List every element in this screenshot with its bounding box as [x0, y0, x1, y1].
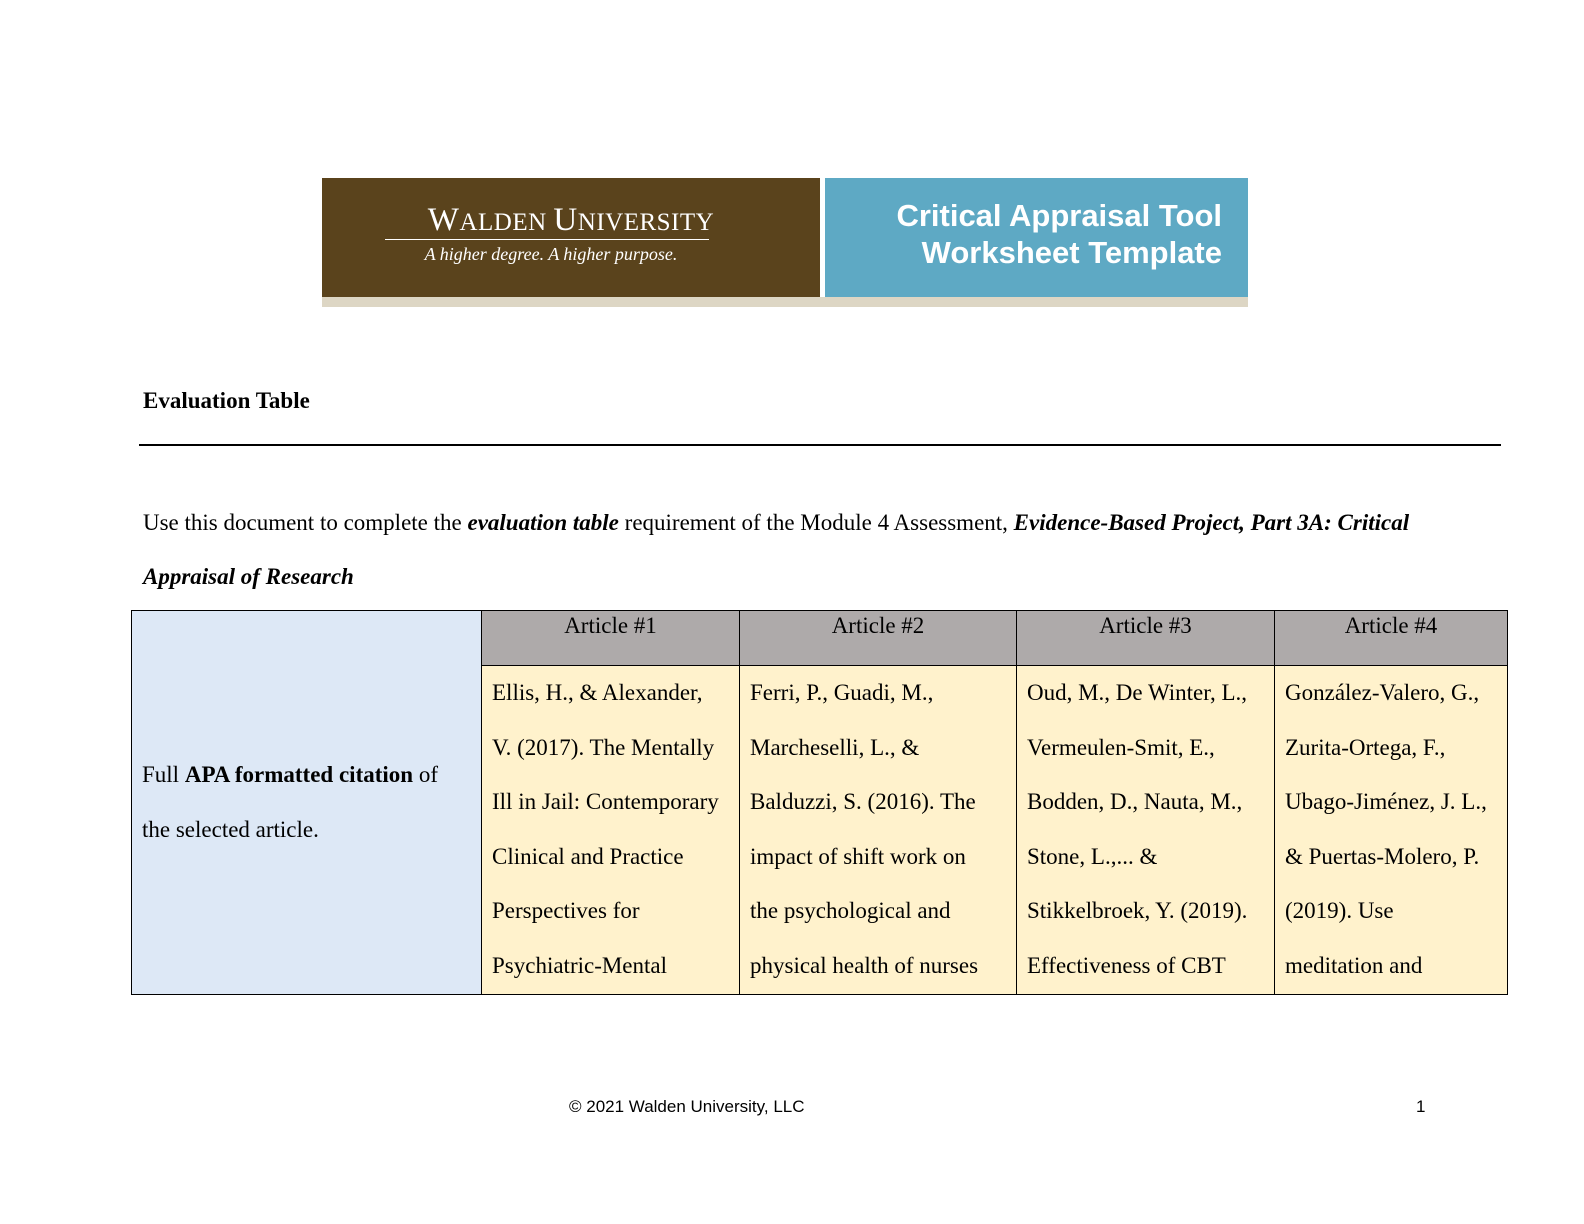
- tool-title-block: [825, 178, 1248, 297]
- citation-line: Stone, L.,... &: [1027, 843, 1158, 869]
- article-3-header: Article #3: [1017, 611, 1275, 666]
- citation-line: Ubago-Jiménez, J. L.,: [1285, 789, 1487, 815]
- citation-line: (2019). Use: [1285, 898, 1394, 924]
- heading-divider: [139, 444, 1501, 446]
- article-2-citation[interactable]: [740, 666, 1017, 995]
- intro-paragraph: [143, 496, 1473, 604]
- footer-copyright: © 2021 Walden University, LLC: [569, 1097, 805, 1116]
- citation-line: meditation and: [1285, 952, 1423, 978]
- citation-line: the psychological and: [750, 898, 951, 924]
- citation-line: Marcheselli, L., &: [750, 734, 920, 760]
- tool-title-line-1: Critical Appraisal Tool: [896, 198, 1222, 233]
- citation-line: Balduzzi, S. (2016). The: [750, 789, 976, 815]
- article-2-header: Article #2: [740, 611, 1017, 666]
- citation-line: & Puertas-Molero, P.: [1285, 843, 1480, 869]
- citation-line: Zurita-Ortega, F.,: [1285, 734, 1446, 760]
- university-name-wordmark: WALDEN UNIVERSITY: [427, 202, 715, 238]
- citation-line: Psychiatric-Mental: [492, 952, 668, 978]
- citation-line: Stikkelbroek, Y. (2019).: [1027, 898, 1248, 924]
- citation-row-label: Full APA formatted citation of the selected article.: [132, 611, 482, 995]
- university-logo-block: [322, 178, 820, 297]
- citation-line: Bodden, D., Nauta, M.,: [1027, 789, 1243, 815]
- citation-line: impact of shift work on: [750, 843, 966, 869]
- article-4-header: Article #4: [1275, 611, 1508, 666]
- article-4-citation[interactable]: [1275, 666, 1508, 995]
- intro-text-before: Use this document to complete the: [143, 510, 468, 535]
- intro-emphasis-evaluation-table: evaluation table: [467, 510, 619, 535]
- citation-line: González-Valero, G.,: [1285, 680, 1480, 705]
- evaluation-table: [131, 610, 1508, 995]
- citation-line: Clinical and Practice: [492, 843, 684, 869]
- table-header-row: [132, 611, 1508, 666]
- article-1-header: Article #1: [482, 611, 740, 666]
- citation-line: Effectiveness of CBT: [1027, 952, 1226, 978]
- intro-text-middle: requirement of the Module 4 Assessment,: [618, 510, 1014, 535]
- header-banner: [322, 178, 1248, 307]
- citation-line: Perspectives for: [492, 898, 640, 924]
- tool-title-line-2: Worksheet Template: [921, 235, 1222, 270]
- article-3-citation[interactable]: [1017, 666, 1275, 995]
- citation-line: V. (2017). The Mentally: [492, 734, 715, 760]
- citation-line: Oud, M., De Winter, L.,: [1027, 680, 1248, 705]
- banner-bottom-strip: [322, 297, 1248, 307]
- article-1-citation[interactable]: [482, 666, 740, 995]
- citation-line: Ill in Jail: Contemporary: [492, 789, 719, 815]
- section-heading: Evaluation Table: [143, 388, 310, 413]
- logo-divider: [385, 239, 709, 240]
- citation-line: Ferri, P., Guadi, M.,: [750, 680, 934, 705]
- university-tagline: A higher degree. A higher purpose.: [424, 244, 678, 264]
- citation-line: physical health of nurses: [750, 952, 979, 978]
- intro-emphasis-assessment-title: Evidence-Based Project, Part 3A: Critical Appraisal of Research: [143, 510, 1410, 589]
- citation-line: Vermeulen-Smit, E.,: [1027, 734, 1215, 760]
- citation-line: Ellis, H., & Alexander,: [492, 680, 703, 705]
- citation-row-label-bold: APA formatted citation: [184, 762, 414, 788]
- tool-title: [896, 197, 1222, 271]
- page-number: 1: [1416, 1097, 1426, 1116]
